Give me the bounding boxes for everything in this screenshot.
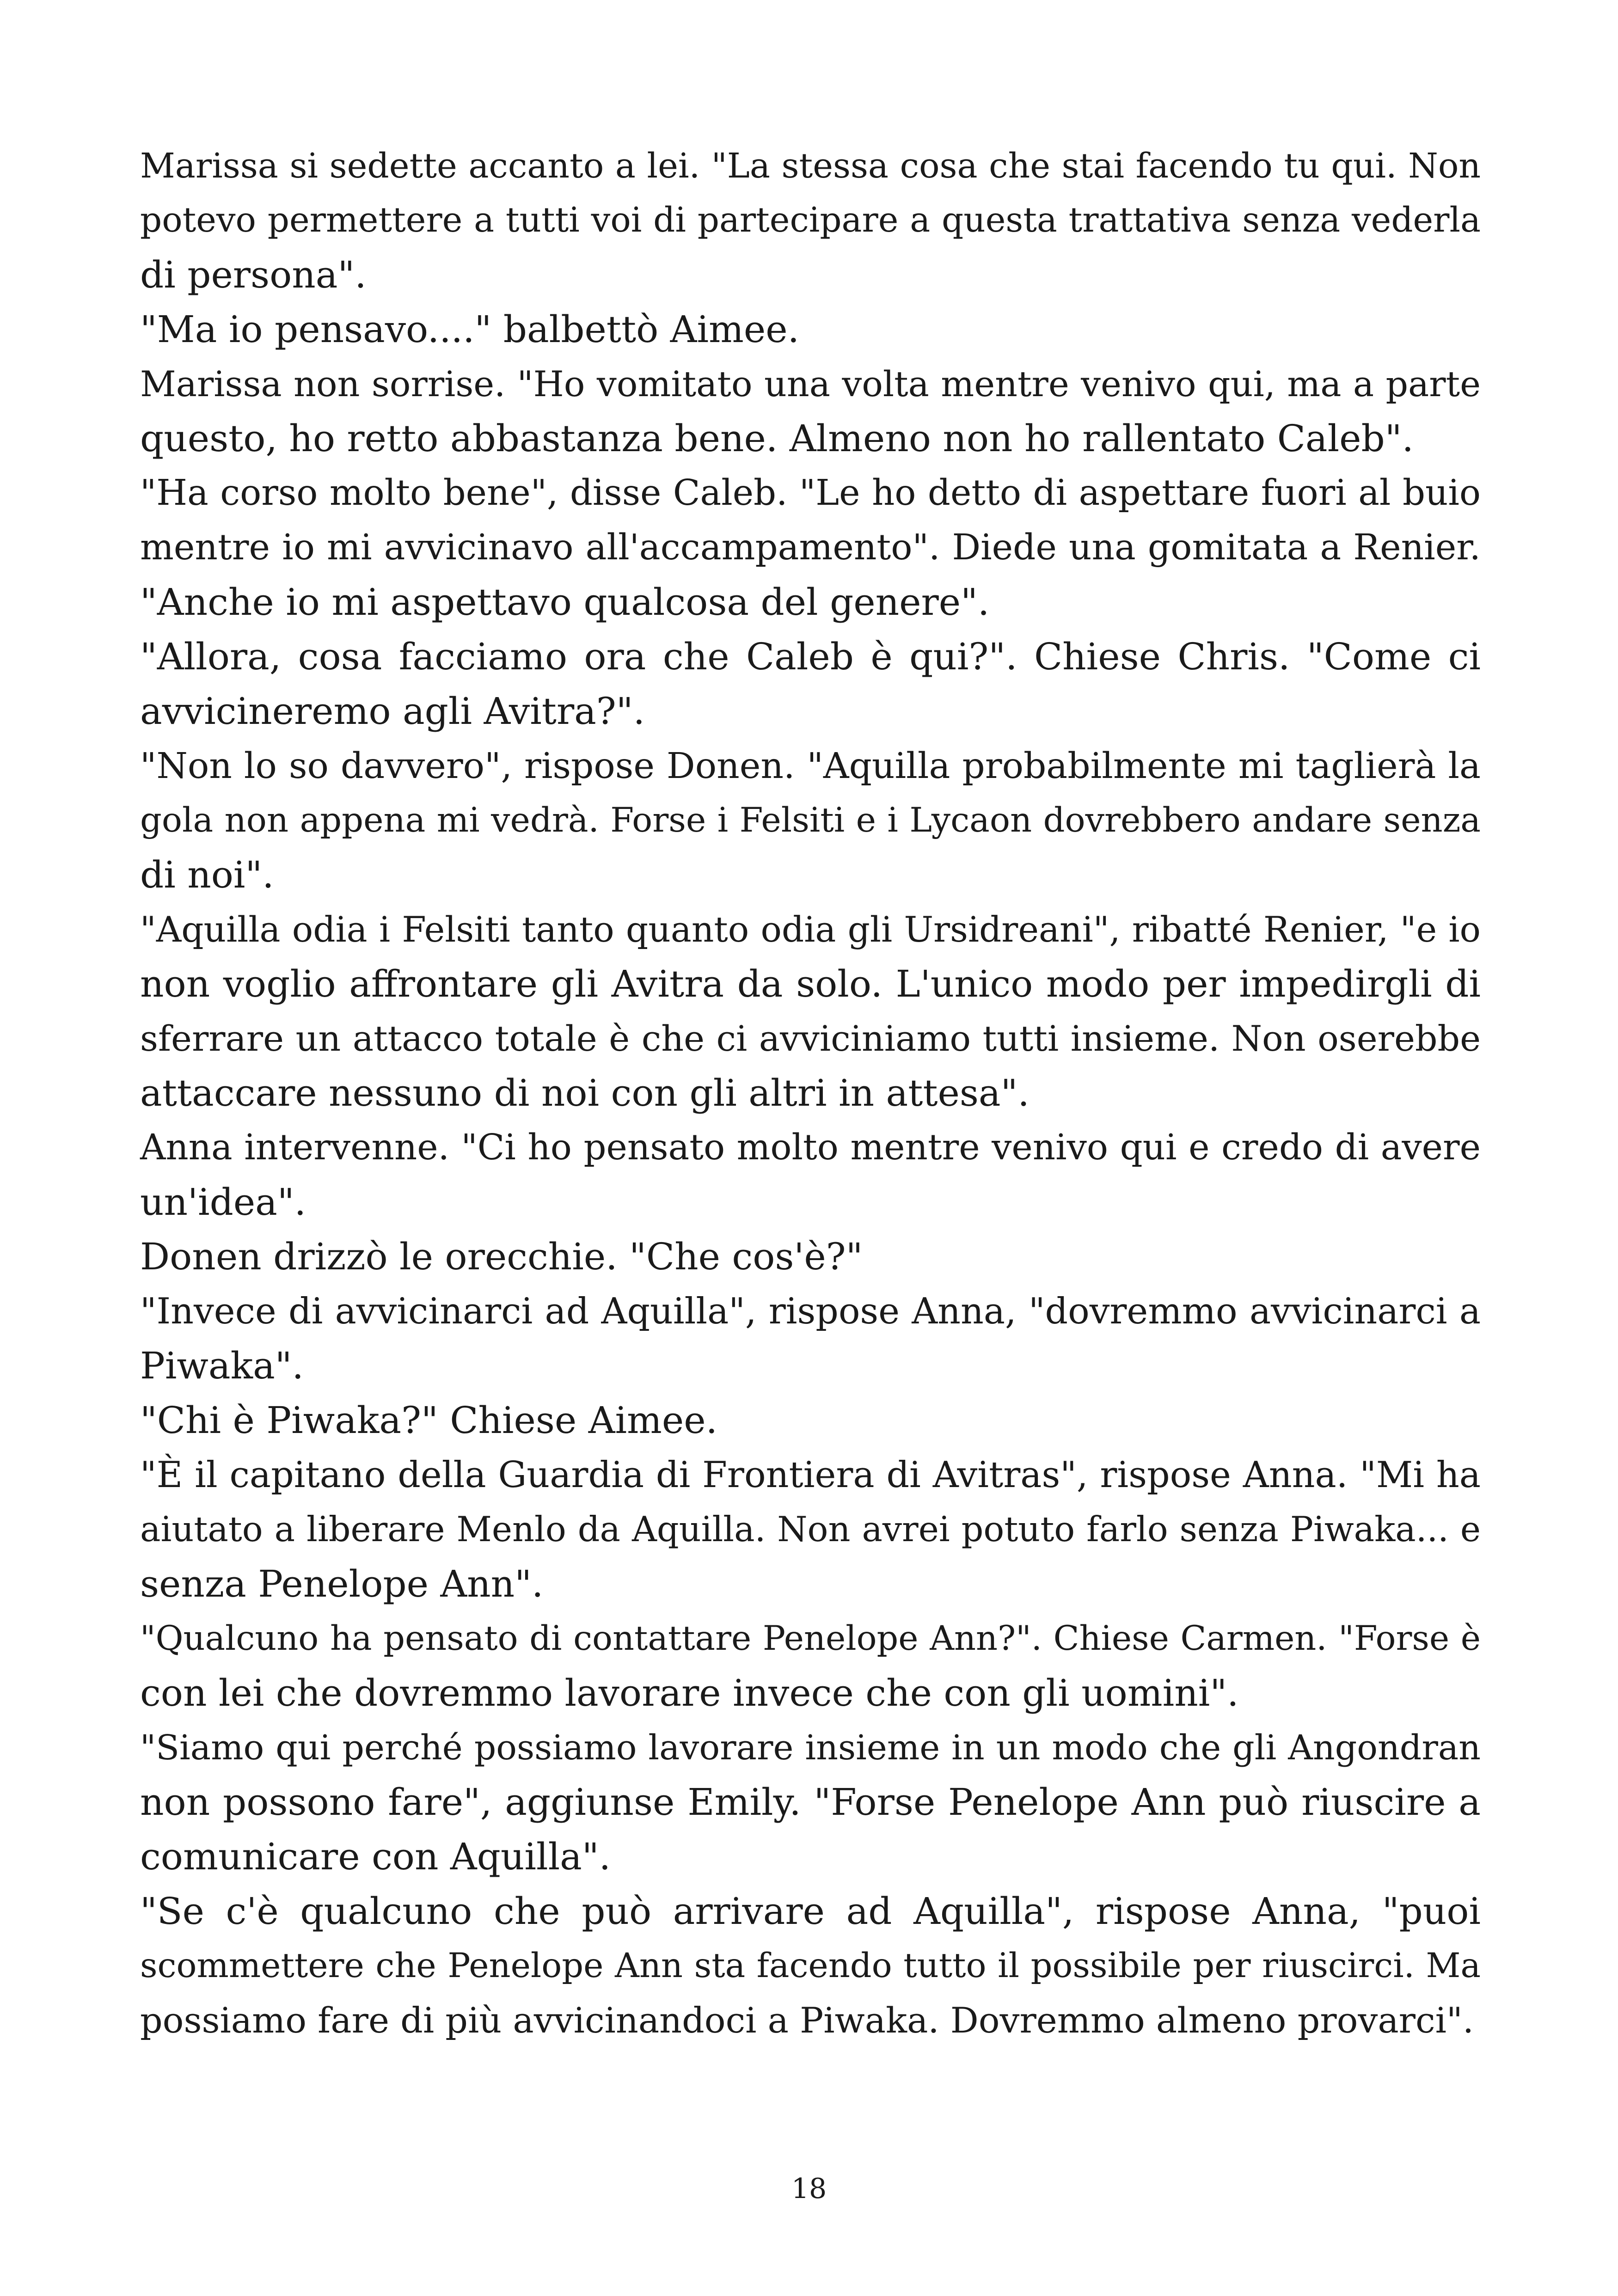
text-line: "Qualcuno ha pensato di contattare Penelope Ann?". Chiese Carmen. "Forse è [140,1619,1481,1658]
text-line: di noi". [140,853,274,896]
text-line: Donen drizzò le orecchie. "Che cos'è?" [140,1235,863,1278]
text-line: mentre io mi avvicinavo all'accampamento". Diede una gomitata a Renier. [140,527,1481,568]
text-line: con lei che dovremmo lavorare invece che con gli uomini". [140,1671,1239,1714]
text-line: aiutato a liberare Menlo da Aquilla. Non avrei potuto farlo senza Piwaka... e [140,1509,1481,1549]
text-line: potevo permettere a tutti voi di partecipare a questa trattativa senza vederla [140,201,1481,240]
text-line: comunicare con Aquilla". [140,1835,611,1878]
text-line: possiamo fare di più avvicinandoci a Piwaka. Dovremmo almeno provarci". [140,2000,1474,2041]
text-line: questo, ho retto abbastanza bene. Almeno non ho rallentato Caleb". [140,417,1414,460]
text-line: "Ha corso molto bene", disse Caleb. "Le ho detto di aspettare fuori al buio [140,472,1481,514]
text-line: "Non lo so davvero", rispose Donen. "Aquilla probabilmente mi taglierà la [140,745,1481,787]
text-line: avvicineremo agli Avitra?". [140,690,645,733]
text-line: "Ma io pensavo...." balbettò Aimee. [140,308,800,351]
text-line: gola non appena mi vedrà. Forse i Felsiti e i Lycaon dovrebbero andare senza [140,801,1481,840]
text-line: attaccare nessuno di noi con gli altri in attesa". [140,1071,1030,1114]
text-line: "Siamo qui perché possiamo lavorare insieme in un modo che gli Angondran [140,1727,1481,1768]
text-line: sferrare un attacco totale è che ci avviciniamo tutti insieme. Non oserebbe [140,1018,1481,1059]
text-line: "Chi è Piwaka?" Chiese Aimee. [140,1399,718,1442]
text-line: "È il capitano della Guardia di Frontiera di Avitras", rispose Anna. "Mi ha [140,1454,1481,1496]
text-line: Piwaka". [140,1344,304,1387]
text-line: non possono fare", aggiunse Emily. "Forse Penelope Ann può riuscire a [140,1781,1481,1824]
text-line: Marissa si sedette accanto a lei. "La stessa cosa che stai facendo tu qui. Non [140,146,1481,186]
text-line: un'idea". [140,1181,306,1224]
page-number: 18 [791,2173,827,2205]
text-line: "Aquilla odia i Felsiti tanto quanto odia gli Ursidreani", ribatté Renier, "e io [140,909,1481,950]
text-line: senza Penelope Ann". [140,1562,544,1605]
text-line: Anna intervenne. "Ci ho pensato molto mentre venivo qui e credo di avere [140,1127,1481,1168]
text-line: "Se c'è qualcuno che può arrivare ad Aquilla", rispose Anna, "puoi [140,1890,1481,1933]
text-line: di persona". [140,253,367,296]
text-line: "Invece di avvicinarci ad Aquilla", rispose Anna, "dovremmo avvicinarci a [140,1291,1481,1332]
text-line: "Anche io mi aspettavo qualcosa del genere". [140,581,990,624]
text-line: Marissa non sorrise. "Ho vomitato una volta mentre venivo qui, ma a parte [140,364,1481,404]
text-line: "Allora, cosa facciamo ora che Caleb è qui?". Chiese Chris. "Come ci [140,635,1481,678]
text-line: scommettere che Penelope Ann sta facendo tutto il possibile per riuscirci. Ma [140,1946,1481,1985]
text-line: non voglio affrontare gli Avitra da solo. L'unico modo per impedirgli di [140,962,1481,1005]
body-text [140,139,1481,2048]
